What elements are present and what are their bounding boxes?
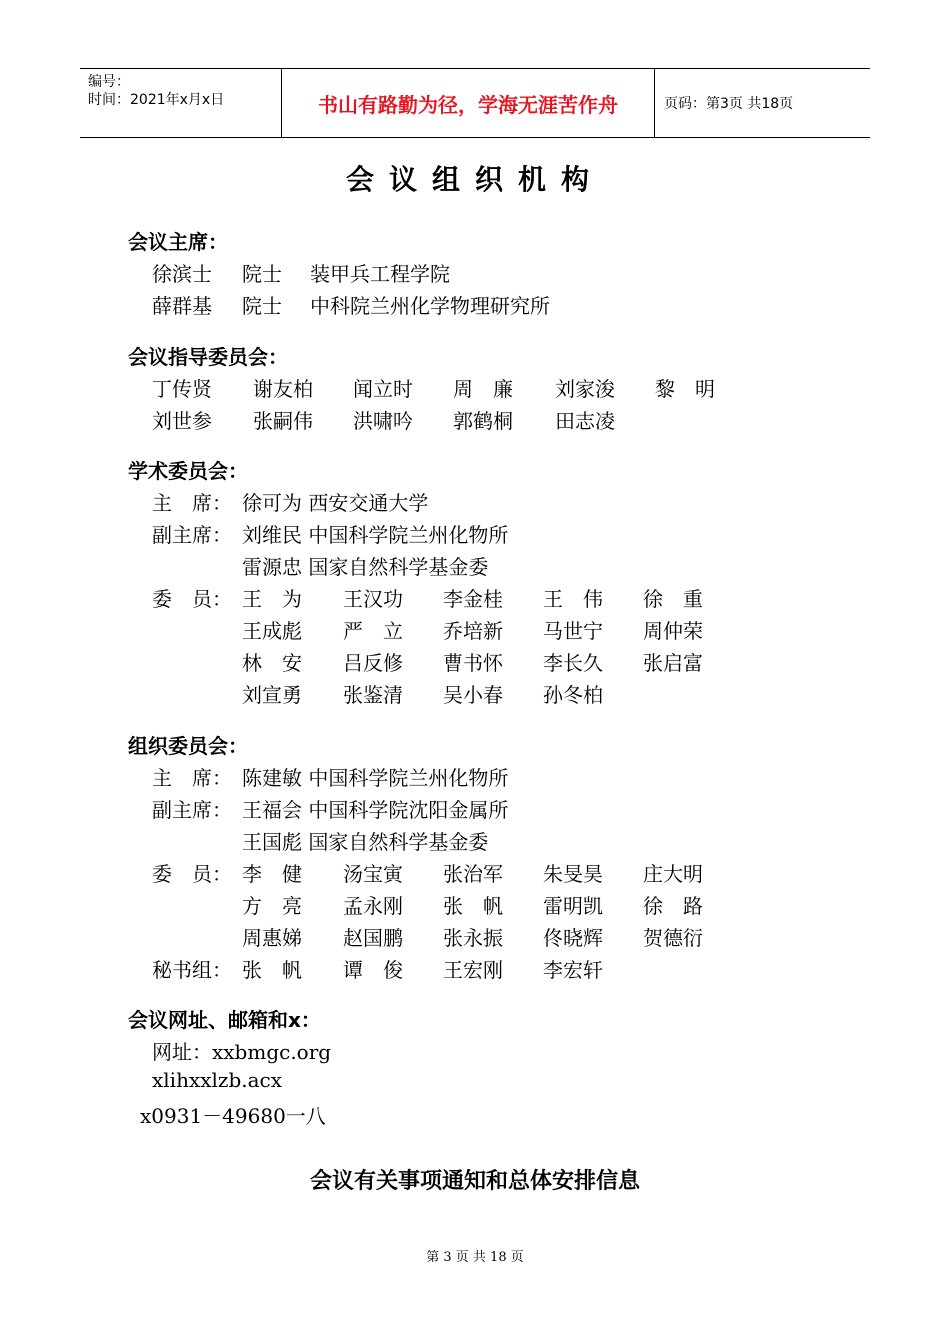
member-name: 谢友柏 (253, 377, 313, 401)
website-text: 网址：xxbmgc.org (152, 1040, 332, 1064)
chair-org: 中科院兰州化学物理研究所 (310, 294, 550, 318)
member-name: 张治军 (443, 862, 503, 886)
secretary-name: 李宏轩 (543, 958, 603, 982)
page-header (80, 68, 870, 138)
member-name: 田志凌 (555, 409, 615, 433)
number-label: 编号： (88, 74, 130, 90)
member-name: 曹书怀 (443, 651, 503, 675)
member-name: 方 亮 (242, 894, 302, 918)
member-name: 张鉴清 (343, 683, 403, 707)
page-footer: 第 3 页 共 18 页 (426, 1250, 524, 1265)
chairs-heading: 会议主席： (128, 230, 228, 254)
academic-heading: 学术委员会： (128, 459, 248, 483)
member-name: 刘家浚 (555, 377, 615, 401)
secretary-name: 王宏刚 (443, 958, 503, 982)
section-subtitle: 会议有关事项通知和总体安排信息 (309, 1169, 640, 1194)
vice-chair-entry: 刘维民 中国科学院兰州化物所 (242, 523, 509, 547)
member-name: 张永振 (443, 926, 503, 950)
header-left-cell (80, 69, 282, 137)
header-motto: 书山有路勤为径，学海无涯苦作舟 (282, 69, 655, 137)
email-text: xlihxxlzb.acx (152, 1068, 283, 1092)
contact-heading: 会议网址、邮箱和x： (128, 1008, 321, 1032)
member-name: 吴小春 (443, 683, 503, 707)
secretary-name: 谭 俊 (343, 958, 403, 982)
members-label: 委 员： (152, 862, 232, 886)
member-name: 张嗣伟 (253, 409, 313, 433)
member-name: 赵国鹏 (343, 926, 403, 950)
member-name: 马世宁 (543, 619, 603, 643)
secretary-label: 秘书组： (152, 958, 232, 982)
vice-chair-entry: 雷源忠 国家自然科学基金委 (242, 555, 489, 579)
member-name: 汤宝寅 (343, 862, 403, 886)
member-name: 张 帆 (443, 894, 503, 918)
member-name: 徐 路 (643, 894, 703, 918)
member-name: 丁传贤 (152, 377, 212, 401)
member-name: 孟永刚 (343, 894, 403, 918)
member-name: 李长久 (543, 651, 603, 675)
steering-heading: 会议指导委员会： (128, 345, 288, 369)
chair-title: 院士 (242, 262, 282, 286)
member-name: 严 立 (343, 619, 403, 643)
member-name: 洪啸吟 (353, 409, 413, 433)
secretary-name: 张 帆 (242, 958, 302, 982)
member-name: 王 伟 (543, 587, 603, 611)
member-name: 吕反修 (343, 651, 403, 675)
page-title: 会议组织机构 (345, 163, 604, 196)
time-label: 时间：2021年x月x日 (88, 92, 225, 108)
vice-chair-label: 副主席： (152, 798, 232, 822)
vice-chair-entry: 王福会 中国科学院沈阳金属所 (242, 798, 509, 822)
member-name: 朱旻昊 (543, 862, 603, 886)
member-name: 郭鹤桐 (453, 409, 513, 433)
member-name: 乔培新 (443, 619, 503, 643)
member-name: 闻立时 (353, 377, 413, 401)
member-name: 佟晓辉 (543, 926, 603, 950)
member-name: 王汉功 (343, 587, 403, 611)
member-name: 周仲荣 (643, 619, 703, 643)
members-label: 委 员： (152, 587, 232, 611)
member-name: 周 廉 (453, 377, 513, 401)
member-name: 徐 重 (643, 587, 703, 611)
phone-text: x0931－49680一八 (140, 1104, 326, 1128)
chair-entry: 陈建敏 中国科学院兰州化物所 (242, 766, 509, 790)
member-name: 王 为 (242, 587, 302, 611)
member-name: 王成彪 (242, 619, 302, 643)
member-name: 孙冬柏 (543, 683, 603, 707)
member-name: 黎 明 (655, 377, 715, 401)
organizing-heading: 组织委员会： (128, 734, 248, 758)
vice-chair-entry: 王国彪 国家自然科学基金委 (242, 830, 489, 854)
header-page-info: 页码：第3页 共18页 (664, 96, 794, 112)
chair-org: 装甲兵工程学院 (310, 262, 450, 286)
member-name: 李 健 (242, 862, 302, 886)
member-name: 庄大明 (643, 862, 703, 886)
member-name: 张启富 (643, 651, 703, 675)
chair-entry: 徐可为 西安交通大学 (242, 491, 429, 515)
member-name: 雷明凯 (543, 894, 603, 918)
chair-name: 薛群基 (152, 294, 212, 318)
chair-label: 主 席： (152, 766, 232, 790)
chair-label: 主 席： (152, 491, 232, 515)
member-name: 刘世参 (152, 409, 212, 433)
vice-chair-label: 副主席： (152, 523, 232, 547)
member-name: 刘宣勇 (242, 683, 302, 707)
member-name: 贺德衍 (643, 926, 703, 950)
chair-name: 徐滨士 (152, 262, 212, 286)
member-name: 李金桂 (443, 587, 503, 611)
member-name: 林 安 (242, 651, 302, 675)
chair-title: 院士 (242, 294, 282, 318)
member-name: 周惠娣 (242, 926, 302, 950)
